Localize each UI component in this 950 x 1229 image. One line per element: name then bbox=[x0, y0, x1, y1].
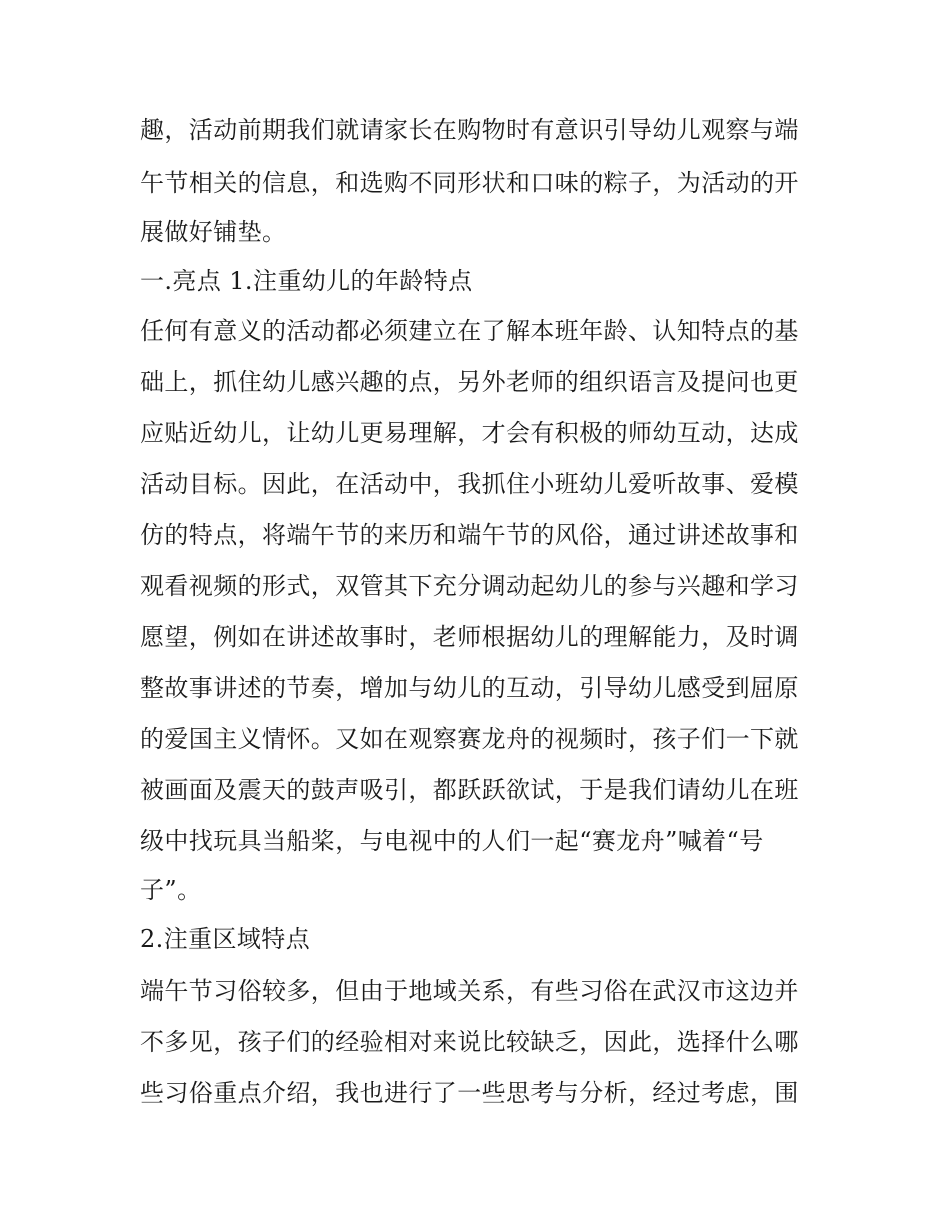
text-line: 础上，抓住幼儿感兴趣的点，另外老师的组织语言及提问也更 bbox=[140, 368, 799, 396]
text-line: 应贴近幼儿，让幼儿更易理解，才会有积极的师幼互动，达成 bbox=[140, 419, 799, 447]
text-line: 不多见，孩子们的经验相对来说比较缺乏，因此，选择什么哪 bbox=[140, 1028, 799, 1056]
text-line: 整故事讲述的节奏，增加与幼儿的互动，引导幼儿感受到屈原 bbox=[140, 674, 799, 702]
text-line: 观看视频的形式，双管其下充分调动起幼儿的参与兴趣和学习 bbox=[140, 572, 799, 600]
text-line: 活动目标。因此，在活动中，我抓住小班幼儿爱听故事、爱模 bbox=[140, 470, 799, 498]
text-line: 端午节习俗较多，但由于地域关系，有些习俗在武汉市这边并 bbox=[140, 977, 799, 1005]
text-line: 展做好铺垫。 bbox=[140, 218, 287, 246]
text-line: 子”。 bbox=[140, 876, 202, 904]
section-heading: 一.亮点 1.注重幼儿的年龄特点 bbox=[140, 267, 473, 295]
text-line: 被画面及震天的鼓声吸引，都跃跃欲试，于是我们请幼儿在班 bbox=[140, 776, 799, 804]
text-line: 任何有意义的活动都必须建立在了解本班年龄、认知特点的基 bbox=[140, 317, 799, 345]
text-line: 仿的特点，将端午节的来历和端午节的风俗，通过讲述故事和 bbox=[140, 521, 799, 549]
text-line: 级中找玩具当船桨，与电视中的人们一起“赛龙舟”喊着“号 bbox=[140, 827, 764, 855]
text-line: 午节相关的信息，和选购不同形状和口味的粽子，为活动的开 bbox=[140, 169, 799, 197]
text-line: 的爱国主义情怀。又如在观察赛龙舟的视频时，孩子们一下就 bbox=[140, 725, 799, 753]
text-line: 趣，活动前期我们就请家长在购物时有意识引导幼儿观察与端 bbox=[140, 116, 799, 144]
text-line: 愿望，例如在讲述故事时，老师根据幼儿的理解能力，及时调 bbox=[140, 623, 799, 651]
text-line: 些习俗重点介绍，我也进行了一些思考与分析，经过考虑，围 bbox=[140, 1079, 799, 1107]
section-heading: 2.注重区域特点 bbox=[140, 925, 311, 953]
